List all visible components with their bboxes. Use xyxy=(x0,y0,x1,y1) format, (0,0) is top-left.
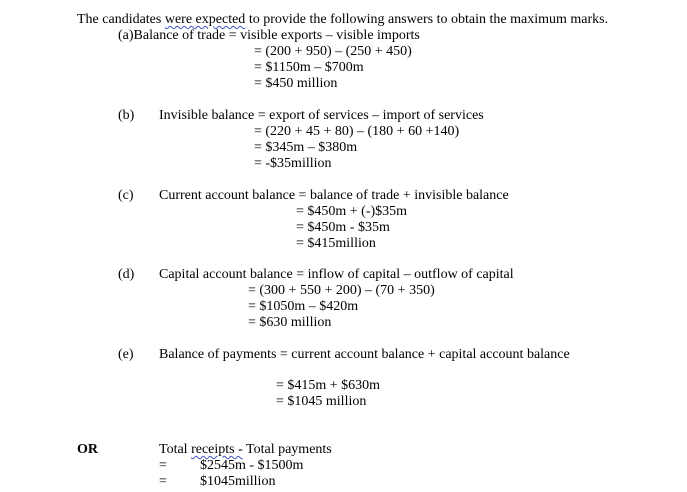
part-d-label: (d) xyxy=(118,267,135,282)
part-d-line-3: = $630 million xyxy=(248,315,332,330)
part-b-line-1: = (220 + 45 + 80) – (180 + 60 +140) xyxy=(254,124,460,139)
intro-text-after: to provide the following answers to obtain the maximum marks. xyxy=(245,12,609,27)
or-row-1-value: $2545m - $1500m xyxy=(200,458,304,473)
part-d-heading: Capital account balance = inflow of capital – outflow of capital xyxy=(159,267,514,282)
part-a-line-3: = $450 million xyxy=(254,76,338,91)
or-row-2-sign: = xyxy=(159,474,167,489)
part-c-line-1: = $450m + (-)$35m xyxy=(296,204,408,219)
part-a-line-2: = $1150m – $700m xyxy=(254,60,364,75)
or-heading-flagged: receipts - xyxy=(191,442,243,457)
or-row-1-sign: = xyxy=(159,458,167,473)
or-heading xyxy=(159,442,332,458)
part-c-label: (c) xyxy=(118,188,134,203)
part-b-heading: Invisible balance = export of services – import of services xyxy=(159,108,484,123)
part-b-line-2: = $345m – $380m xyxy=(254,140,358,155)
or-label: OR xyxy=(77,442,98,457)
or-row-2-value: $1045million xyxy=(200,474,276,489)
part-c-heading: Current account balance = balance of trade + invisible balance xyxy=(159,188,509,203)
part-c-line-2: = $450m - $35m xyxy=(296,220,390,235)
part-a-line-1: = (200 + 950) – (250 + 450) xyxy=(254,44,412,59)
part-b-label: (b) xyxy=(118,108,135,123)
or-heading-before: Total xyxy=(159,442,192,457)
intro-sentence xyxy=(77,12,608,28)
part-e-label: (e) xyxy=(118,347,134,362)
part-a-heading: (a)Balance of trade = visible exports – visible imports xyxy=(118,28,420,43)
part-e-line-1: = $415m + $630m xyxy=(276,378,381,393)
part-d-line-1: = (300 + 550 + 200) – (70 + 350) xyxy=(248,283,435,298)
part-e-line-2: = $1045 million xyxy=(276,394,367,409)
intro-text-flagged: were expected xyxy=(164,12,246,27)
intro-text-before: The candidates xyxy=(77,12,165,27)
part-e-heading: Balance of payments = current account balance + capital account balance xyxy=(159,347,570,362)
part-b-line-3: = -$35million xyxy=(254,156,332,171)
part-c-line-3: = $415million xyxy=(296,236,376,251)
part-d-line-2: = $1050m – $420m xyxy=(248,299,359,314)
or-heading-after: Total payments xyxy=(242,442,332,457)
